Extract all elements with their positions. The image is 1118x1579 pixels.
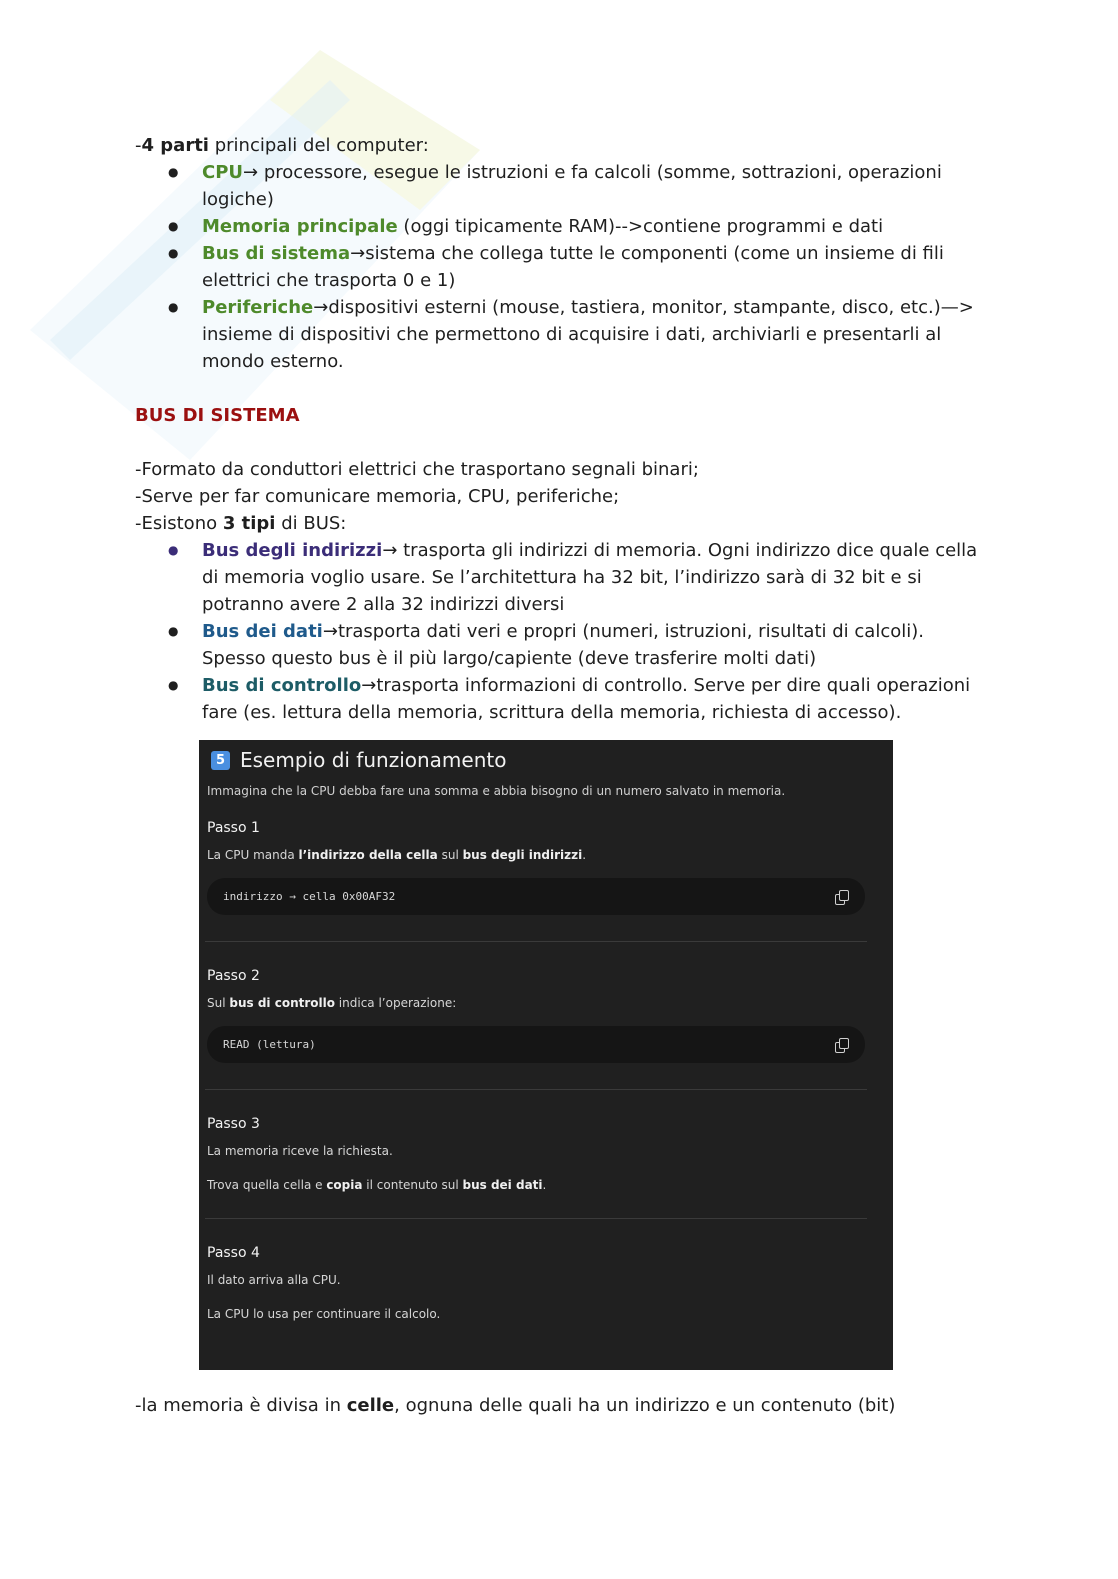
copy-icon[interactable] [835, 890, 849, 904]
list-item: ● Periferiche→dispositivi esterni (mouse, tastiera, monitor, stampante, disco, etc.)—> insieme di dispositivi che permettono di acquisire i dati, archiviarli e presentarli al mondo esterno. [135, 294, 985, 375]
example-screenshot-panel [199, 740, 893, 1370]
code-text: READ (lettura) [223, 1038, 316, 1051]
list-item: ● CPU→ processore, esegue le istruzioni e fa calcoli (somme, sottrazioni, operazioni logiche) [135, 159, 985, 213]
list-item: ● Bus di controllo→trasporta informazioni di controllo. Serve per dire quali operazioni fare (es. lettura della memoria, scrittura della memoria, richiesta di accesso). [135, 672, 985, 726]
step-text: Sul bus di controllo indica l’operazione: [207, 996, 457, 1010]
panel-title [207, 744, 865, 776]
code-block [207, 878, 865, 915]
code-block [207, 1026, 865, 1063]
bus-line: -Serve per far comunicare memoria, CPU, periferiche; [135, 486, 620, 507]
parts-lead: -4 parti principali del computer: [135, 135, 429, 156]
memory-cells-line: -la memoria è divisa in celle, ognuna delle quali ha un indirizzo e un contenuto (bit) [135, 1395, 896, 1416]
bus-types-list [135, 537, 985, 726]
panel-intro: Immagina che la CPU debba fare una somma e abbia bisogno di un numero salvato in memoria. [207, 784, 786, 798]
notes-body [135, 132, 985, 726]
step-text: Il dato arriva alla CPU. [207, 1273, 341, 1287]
bus-types-lead: -Esistono 3 tipi di BUS: [135, 513, 347, 534]
panel-title-text: Esempio di funzionamento [240, 748, 507, 772]
step-text: La CPU lo usa per continuare il calcolo. [207, 1307, 441, 1321]
list-item: ● Memoria principale (oggi tipicamente RAM)-->contiene programmi e dati [135, 213, 985, 240]
list-item: ● Bus di sistema→sistema che collega tutte le componenti (come un insieme di fili elettrici che trasporta 0 e 1) [135, 240, 985, 294]
number-badge-icon: 5 [211, 751, 230, 770]
step-title: Passo 1 [207, 820, 260, 836]
step-text: La CPU manda l’indirizzo della cella sul bus degli indirizzi. [207, 848, 587, 862]
copy-icon[interactable] [835, 1038, 849, 1052]
list-item: ● Bus degli indirizzi→ trasporta gli indirizzi di memoria. Ogni indirizzo dice quale cella di memoria voglio usare. Se l’architettura ha 32 bit, l’indirizzo sarà di 32 bit e si potranno avere 2 alla 32 indirizzi diversi [135, 537, 985, 618]
step-title: Passo 2 [207, 968, 260, 984]
step-title: Passo 4 [207, 1245, 260, 1261]
step-text: Trova quella cella e copia il contenuto sul bus dei dati. [207, 1178, 547, 1192]
bus-line: -Formato da conduttori elettrici che trasportano segnali binari; [135, 459, 699, 480]
parts-list [135, 159, 985, 375]
step-text: La memoria riceve la richiesta. [207, 1144, 393, 1158]
code-text: indirizzo → cella 0x00AF32 [223, 890, 396, 903]
section-heading: BUS DI SISTEMA [135, 405, 300, 426]
list-item: ● Bus dei dati→trasporta dati veri e propri (numeri, istruzioni, risultati di calcoli). Spesso questo bus è il più largo/capiente (deve trasferire molti dati) [135, 618, 985, 672]
step-title: Passo 3 [207, 1116, 260, 1132]
